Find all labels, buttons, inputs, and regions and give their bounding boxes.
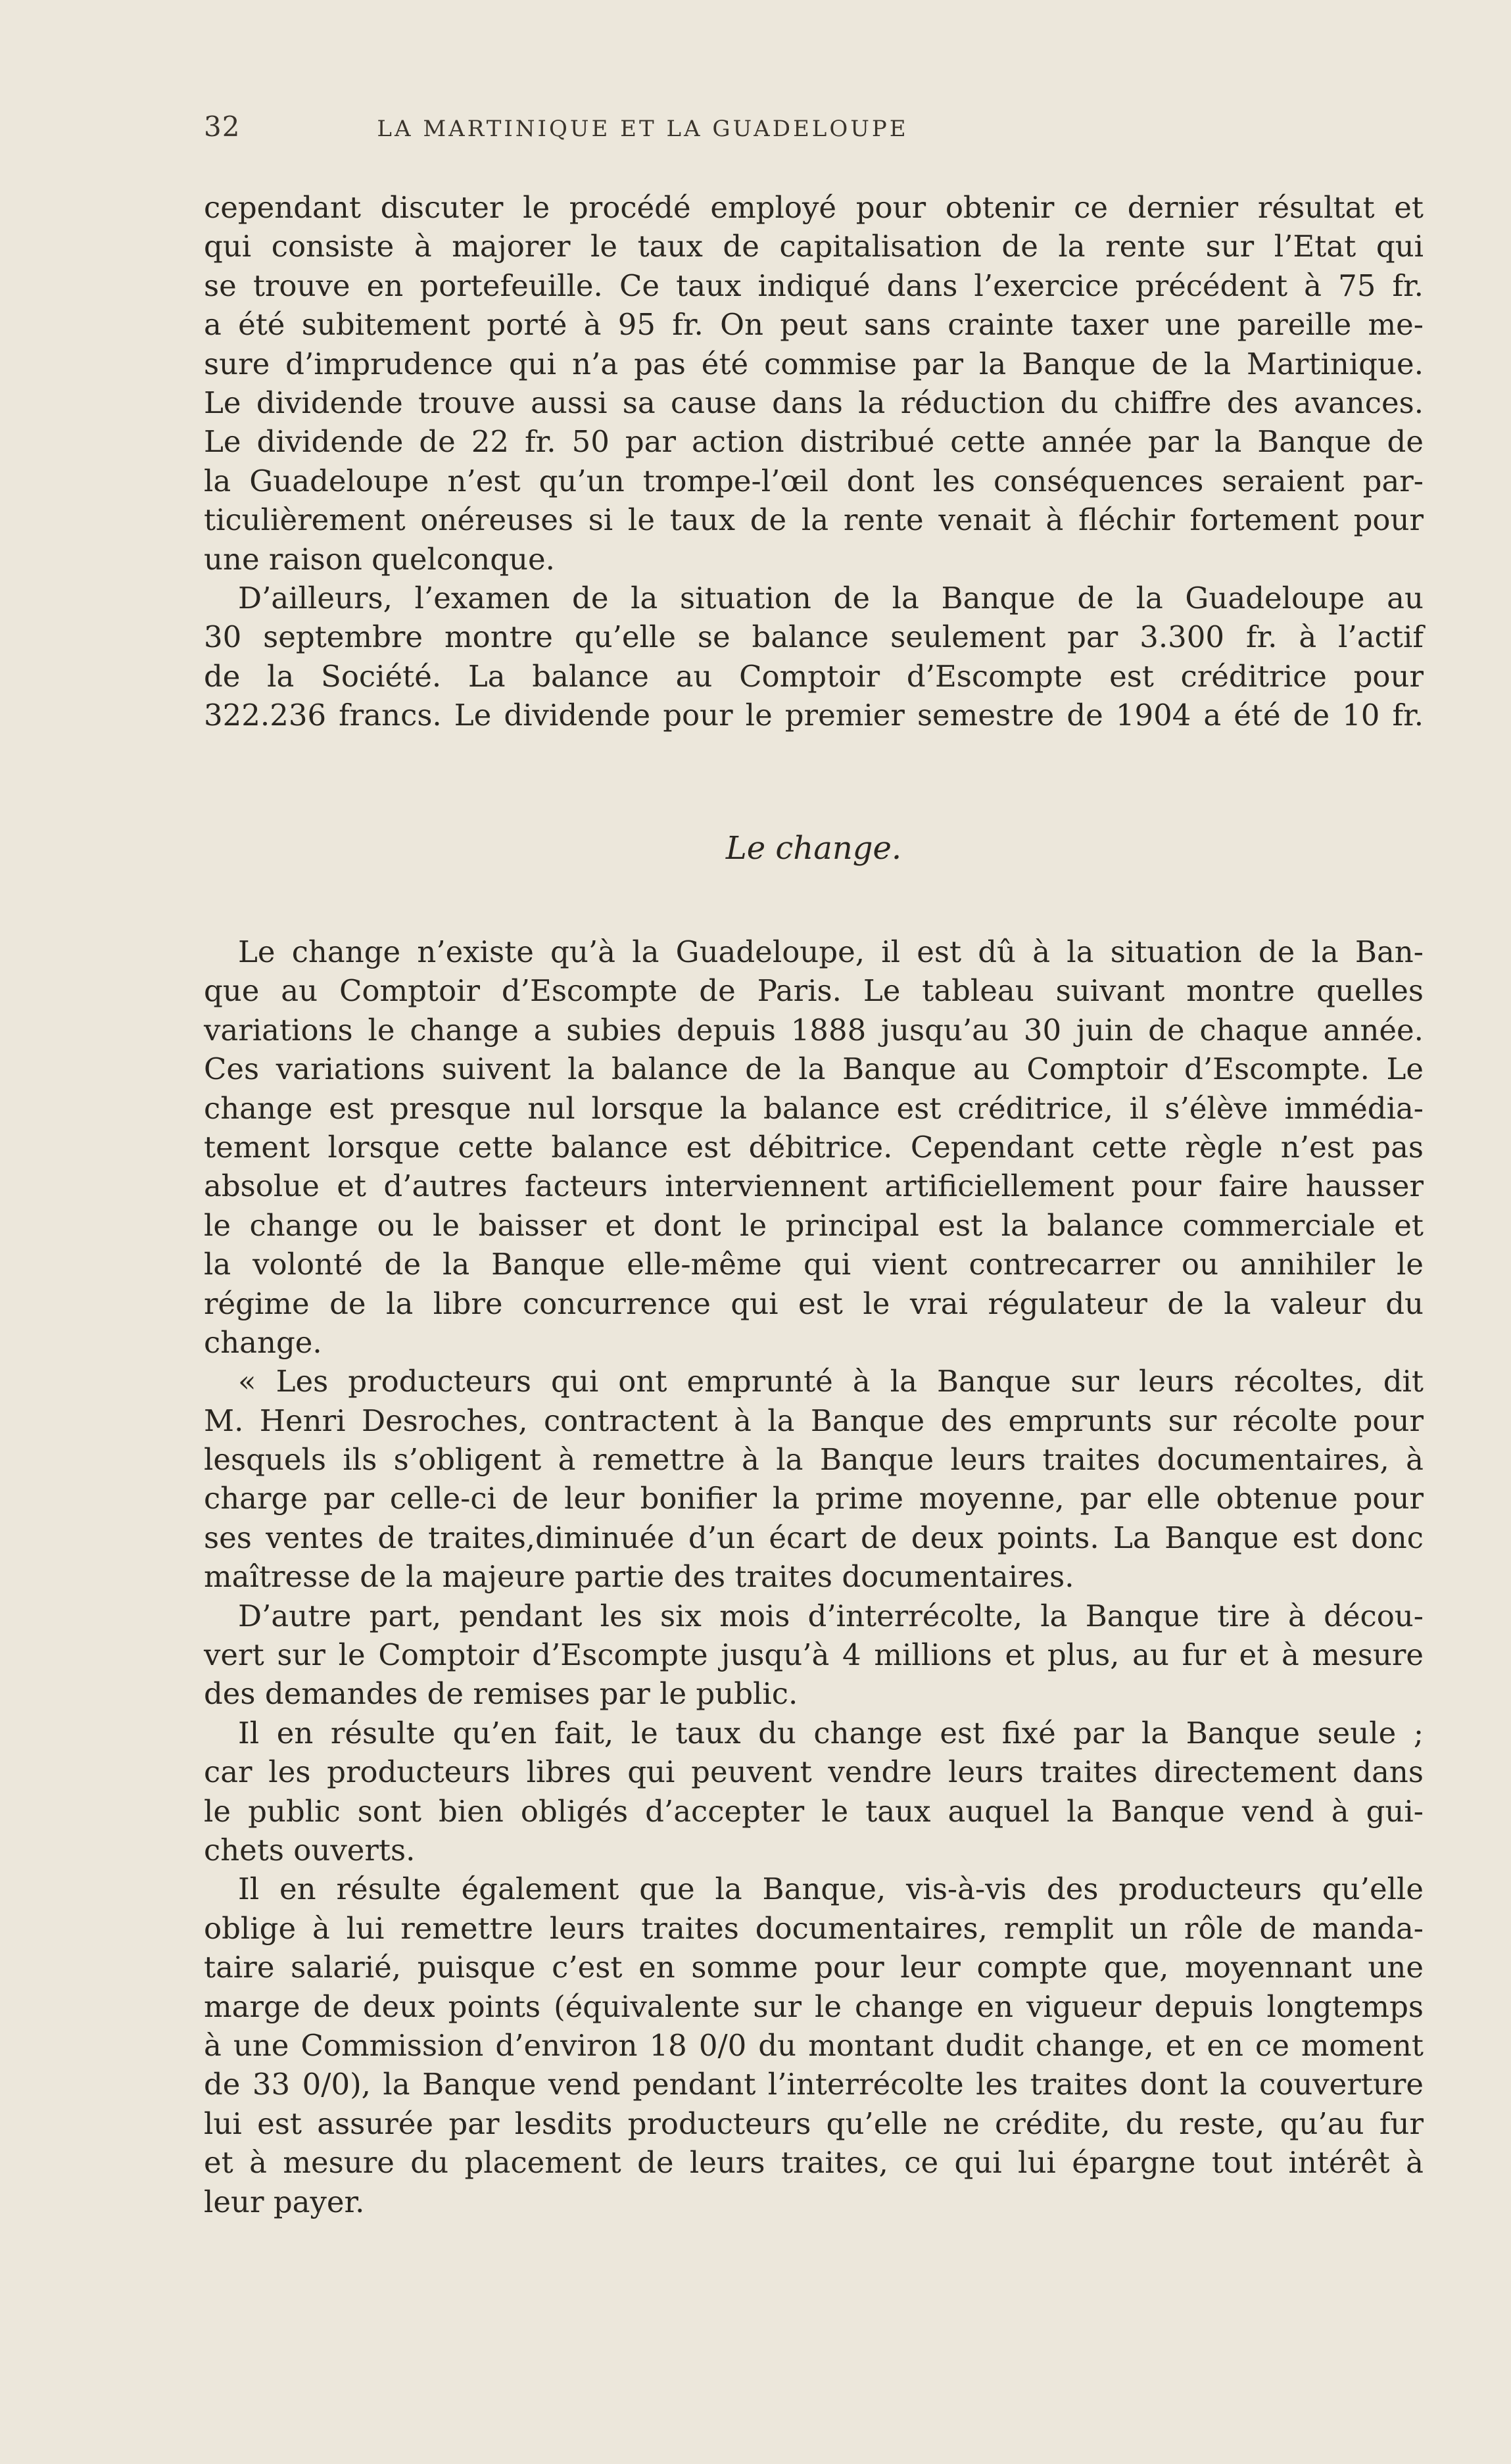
text-line: et à mesure du placement de leurs traites, ce qui lui épargne tout intérêt à [204, 2145, 1424, 2181]
text-line: vert sur le Comptoir d’Escompte jusqu’à 4 millions et plus, au fur et à mesure [204, 1637, 1424, 1673]
text-line: marge de deux points (équivalente sur le change en vigueur depuis longtemps [204, 1989, 1424, 2024]
text-line: la volonté de la Banque elle-même qui vient contrecarrer ou annihiler le [204, 1247, 1424, 1282]
text-line: a été subitement porté à 95 fr. On peut sans crainte taxer une pareille me- [204, 307, 1424, 343]
text-line: Il en résulte qu’en fait, le taux du change est fixé par la Banque seule ; [238, 1715, 1424, 1751]
text-line: leur payer. [204, 2184, 365, 2219]
text-line: absolue et d’autres facteurs interviennent artificiellement pour faire hausser [204, 1169, 1424, 1204]
text-line: taire salarié, puisque c’est en somme pour leur compte que, moyennant une [204, 1950, 1424, 1985]
text-line: que au Comptoir d’Escompte de Paris. Le tableau suivant montre quelles [204, 973, 1424, 1009]
running-header [204, 110, 1082, 150]
text-line: D’autre part, pendant les six mois d’interrécolte, la Banque tire à décou- [238, 1598, 1424, 1633]
text-line: sure d’imprudence qui n’a pas été commise par la Banque de la Martinique. [204, 346, 1424, 381]
text-line: car les producteurs libres qui peuvent vendre leurs traites directement dans [204, 1754, 1424, 1790]
text-line: charge par celle-ci de leur bonifier la prime moyenne, par elle obtenue pour [204, 1481, 1424, 1516]
text-line: cependant discuter le procédé employé pour obtenir ce dernier résultat et [204, 190, 1424, 225]
text-line: le public sont bien obligés d’accepter le taux auquel la Banque vend à gui- [204, 1793, 1424, 1829]
text-line: variations le change a subies depuis 1888 jusqu’au 30 juin de chaque année. [204, 1012, 1424, 1048]
text-line: oblige à lui remettre leurs traites documentaires, remplit un rôle de manda- [204, 1910, 1424, 1946]
text-line: Le dividende trouve aussi sa cause dans la réduction du chiffre des avances. [204, 385, 1424, 420]
text-line: ses ventes de traites,diminuée d’un écart de deux points. La Banque est donc [204, 1520, 1424, 1555]
text-line: se trouve en portefeuille. Ce taux indiqué dans l’exercice précédent à 75 fr. [204, 268, 1424, 303]
text-line: Le change n’existe qu’à la Guadeloupe, il est dû à la situation de la Ban- [238, 934, 1424, 969]
section-heading: Le change. [725, 830, 902, 867]
text-line: Il en résulte également que la Banque, vis-à-vis des producteurs qu’elle [238, 1872, 1424, 1907]
text-line: change est presque nul lorsque la balance est créditrice, il s’élève immédia- [204, 1090, 1424, 1126]
text-line: D’ailleurs, l’examen de la situation de la Banque de la Guadeloupe au [238, 580, 1424, 616]
text-line: change. [204, 1324, 322, 1360]
text-line: de la Société. La balance au Comptoir d’Escompte est créditrice pour [204, 658, 1424, 694]
text-line: tement lorsque cette balance est débitrice. Cependant cette règle n’est pas [204, 1129, 1424, 1165]
text-line: 322.236 francs. Le dividende pour le premier semestre de 1904 a été de 10 fr. [204, 698, 1424, 733]
text-line: maîtresse de la majeure partie des traites documentaires. [204, 1559, 1074, 1595]
running-title: LA MARTINIQUE ET LA GUADELOUPE [377, 116, 909, 142]
text-line: lui est assurée par lesdits producteurs qu’elle ne crédite, du reste, qu’au fur [204, 2106, 1424, 2141]
text-line: de 33 0/0), la Banque vend pendant l’interrécolte les traites dont la couverture [204, 2067, 1424, 2102]
text-line: chets ouverts. [204, 1832, 416, 1868]
text-line: à une Commission d’environ 18 0/0 du montant dudit change, et en ce moment [204, 2027, 1424, 2063]
body-text-block-1 [204, 188, 1424, 735]
text-line: 30 septembre montre qu’elle se balance seulement par 3.300 fr. à l’actif [204, 619, 1424, 655]
text-line: Ces variations suivent la balance de la Banque au Comptoir d’Escompte. Le [204, 1051, 1424, 1087]
text-line: Le dividende de 22 fr. 50 par action distribué cette année par la Banque de [204, 424, 1424, 460]
text-line: une raison quelconque. [204, 541, 555, 577]
text-line: M. Henri Desroches, contractent à la Banque des emprunts sur récolte pour [204, 1403, 1424, 1438]
text-line: le change ou le baisser et dont le principal est la balance commerciale et [204, 1207, 1424, 1243]
text-line: ticulièrement onéreuses si le taux de la rente venait à fléchir fortement pour [204, 502, 1424, 538]
text-line: lesquels ils s’obligent à remettre à la Banque leurs traites documentaires, à [204, 1442, 1424, 1478]
body-text-block-2 [204, 932, 1424, 2221]
text-line: des demandes de remises par le public. [204, 1676, 798, 1712]
text-line: qui consiste à majorer le taux de capitalisation de la rente sur l’Etat qui [204, 229, 1424, 264]
text-line: la Guadeloupe n’est qu’un trompe-l’œil dont les conséquences seraient par- [204, 463, 1424, 498]
text-line: régime de la libre concurrence qui est le vrai régulateur de la valeur du [204, 1286, 1424, 1321]
page-number: 32 [204, 110, 241, 143]
text-line: « Les producteurs qui ont emprunté à la Banque sur leurs récoltes, dit [238, 1364, 1424, 1399]
